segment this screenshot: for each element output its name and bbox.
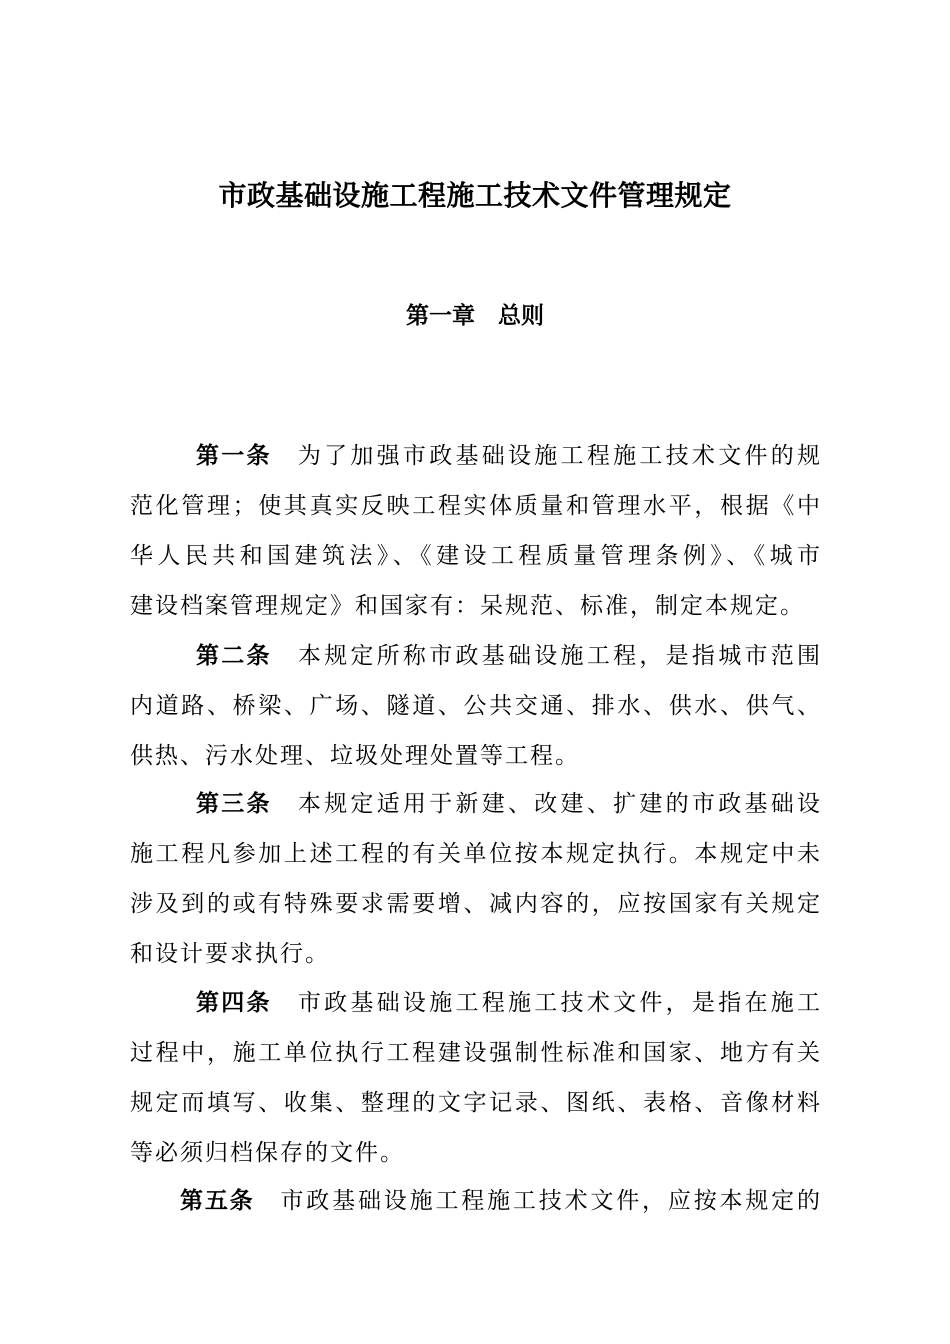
article-4 [130,978,822,1178]
article-text: 过程中，施工单位执行工程建设强制性标准和国家、地方有关 [130,1040,822,1066]
document-title: 市政基础设施工程施工技术文件管理规定 [218,179,732,212]
article-text: 范化管理；使其真实反映工程实体质量和管理水平，根据《中 [130,493,822,519]
article-2 [130,631,822,781]
article-text: 内道路、桥梁、广场、隧道、公共交通、排水、供水、供气、 [130,693,822,719]
article-line [130,978,822,1028]
article-text: 规定而填写、收集、整理的文字记录、图纸、表格、音像材料 [130,1090,822,1116]
article-number: 第一条 [196,443,272,469]
chapter-heading: 第一章 总则 [406,303,544,329]
article-5 [130,1176,822,1226]
article-number: 第三条 [196,791,272,817]
article-text: 施工程凡参加上述工程的有关单位按本规定执行。本规定中未 [130,841,822,867]
article-text: 和设计要求执行。 [130,941,330,967]
article-number: 第四条 [196,990,272,1016]
article-1 [130,431,822,631]
article-3 [130,779,822,979]
article-line [130,1176,822,1226]
article-line [130,431,822,481]
article-number: 第五条 [180,1188,255,1214]
article-text: 涉及到的或有特殊要求需要增、减内容的，应按国家有关规定 [130,891,822,917]
article-text: 为了加强市政基础设施工程施工技术文件的规 [297,443,823,469]
article-text: 供热、污水处理、垃圾处理处置等工程。 [130,743,580,769]
article-text: 本规定适用于新建、改建、扩建的市政基础设 [297,791,823,817]
article-text: 市政基础设施工程施工技术文件，应按本规定的 [280,1188,823,1214]
article-number: 第二条 [196,643,272,669]
article-text: 华人民共和国建筑法》、《建设工程质量管理条例》、《城市 [130,543,822,569]
article-text: 等必须归档保存的文件。 [130,1140,405,1166]
article-line [130,631,822,681]
article-text: 市政基础设施工程施工技术文件，是指在施工 [297,990,823,1016]
article-text: 建设档案管理规定》和国家有：呆规范、标准，制定本规定。 [130,593,805,619]
article-text: 本规定所称市政基础设施工程，是指城市范围 [297,643,823,669]
article-line [130,779,822,829]
